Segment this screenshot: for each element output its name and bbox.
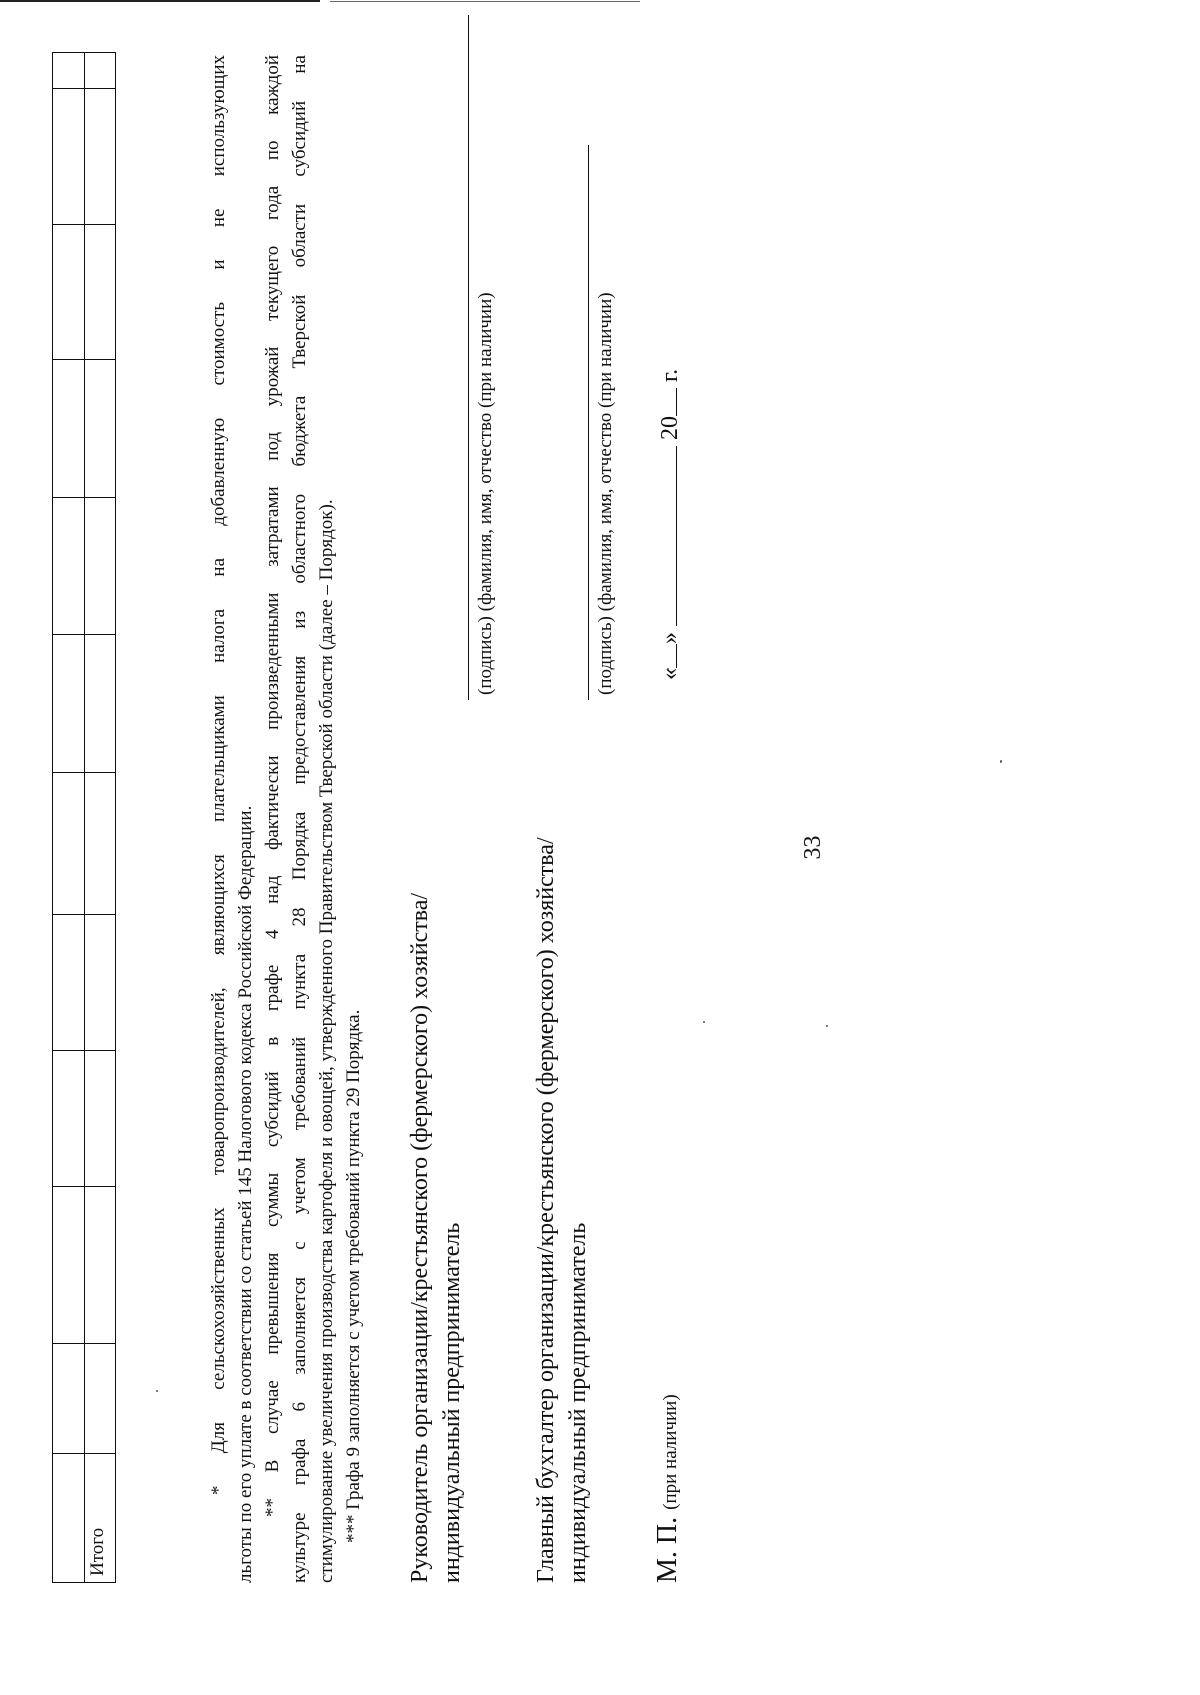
table-row-total — [84, 53, 116, 1582]
footnote-2-line-2: культуре графа 6 заполняется с учетом требований пункта 28 Порядка предоставления из областного бюджета Тверской области субсидий на — [289, 55, 310, 1583]
head-title-line-1: Руководитель организации/крестьянского (фермерского) хозяйства/ — [407, 892, 433, 1583]
accountant-signature-caption: (подпись) (фамилия, имя, отчество (при наличии) — [595, 292, 616, 695]
footnotes — [205, 55, 367, 1583]
table-cell — [53, 1454, 84, 1582]
head-signature-caption: (подпись) (фамилия, имя, отчество (при наличии) — [475, 292, 496, 695]
table-cell — [85, 773, 116, 915]
date-field — [652, 369, 684, 680]
day-blank — [652, 644, 677, 668]
table-cell — [85, 1187, 116, 1344]
table-cell — [85, 1051, 116, 1187]
table-cell — [53, 635, 84, 773]
table-cell — [85, 360, 116, 498]
accountant-signature-line — [588, 145, 589, 700]
footnote-2-line-3: стимулирование увеличения производства картофеля и овощей, утвержденного Правительством Тверской области (далее – Порядок). — [316, 499, 337, 1583]
table-row — [53, 53, 84, 1582]
head-signature-line — [468, 15, 469, 700]
table-cell — [53, 915, 84, 1051]
accountant-signature-title — [530, 837, 594, 1583]
stamp-place — [652, 1394, 684, 1583]
table-cell — [53, 773, 84, 915]
table-cell — [85, 498, 116, 635]
table-cell — [53, 360, 84, 498]
total-label-cell: Итого — [86, 1527, 108, 1576]
table-cell — [53, 1344, 84, 1454]
head-title-line-2: индивидуальный предприниматель — [439, 1222, 465, 1583]
table-cell — [85, 1344, 116, 1454]
table-cell — [85, 89, 116, 225]
page-number: 33 — [800, 835, 826, 860]
table-cell — [85, 53, 116, 89]
footnote-1-line-2: льготы по его уплате в соответствии со статьей 145 Налогового кодекса Российской Федерации. — [235, 805, 256, 1583]
table-cell — [85, 635, 116, 773]
date-close-quote: » — [657, 632, 683, 644]
year-blank — [652, 388, 677, 416]
month-blank — [652, 446, 677, 626]
table-cell — [85, 225, 116, 360]
year-suffix: г. — [657, 368, 683, 382]
accountant-title-line-2: индивидуальный предприниматель — [565, 1222, 591, 1583]
footnote-1-line-1: * Для сельскохозяйственных товаропроизводителей, являющихся плательщиками налога на добавленную стоимость и не использующих — [208, 55, 229, 1495]
accountant-title-line-1: Главный бухгалтер организации/крестьянского (фермерского) хозяйства/ — [533, 837, 559, 1583]
year-prefix: 20 — [657, 416, 683, 440]
footnote-2-line-1: ** В случае превышения суммы субсидий в графе 4 над фактически произведенными затратами под урожай текущего года по каждой — [262, 55, 283, 1517]
table-cell — [53, 1051, 84, 1187]
footnote-3: *** Графа 9 заполняется с учетом требований пункта 29 Порядка. — [343, 1009, 364, 1543]
table-cell — [53, 498, 84, 635]
stamp-label: М. П. — [652, 1516, 683, 1583]
table-cell — [85, 915, 116, 1051]
table-cell — [53, 1187, 84, 1344]
table-cell — [53, 89, 84, 225]
table-cell — [53, 225, 84, 360]
stamp-qualifier: (при наличии) — [660, 1394, 681, 1510]
table-cell — [53, 53, 84, 89]
head-signature-title — [404, 893, 468, 1583]
summary-table — [52, 52, 116, 1583]
date-open-quote: « — [657, 668, 683, 680]
